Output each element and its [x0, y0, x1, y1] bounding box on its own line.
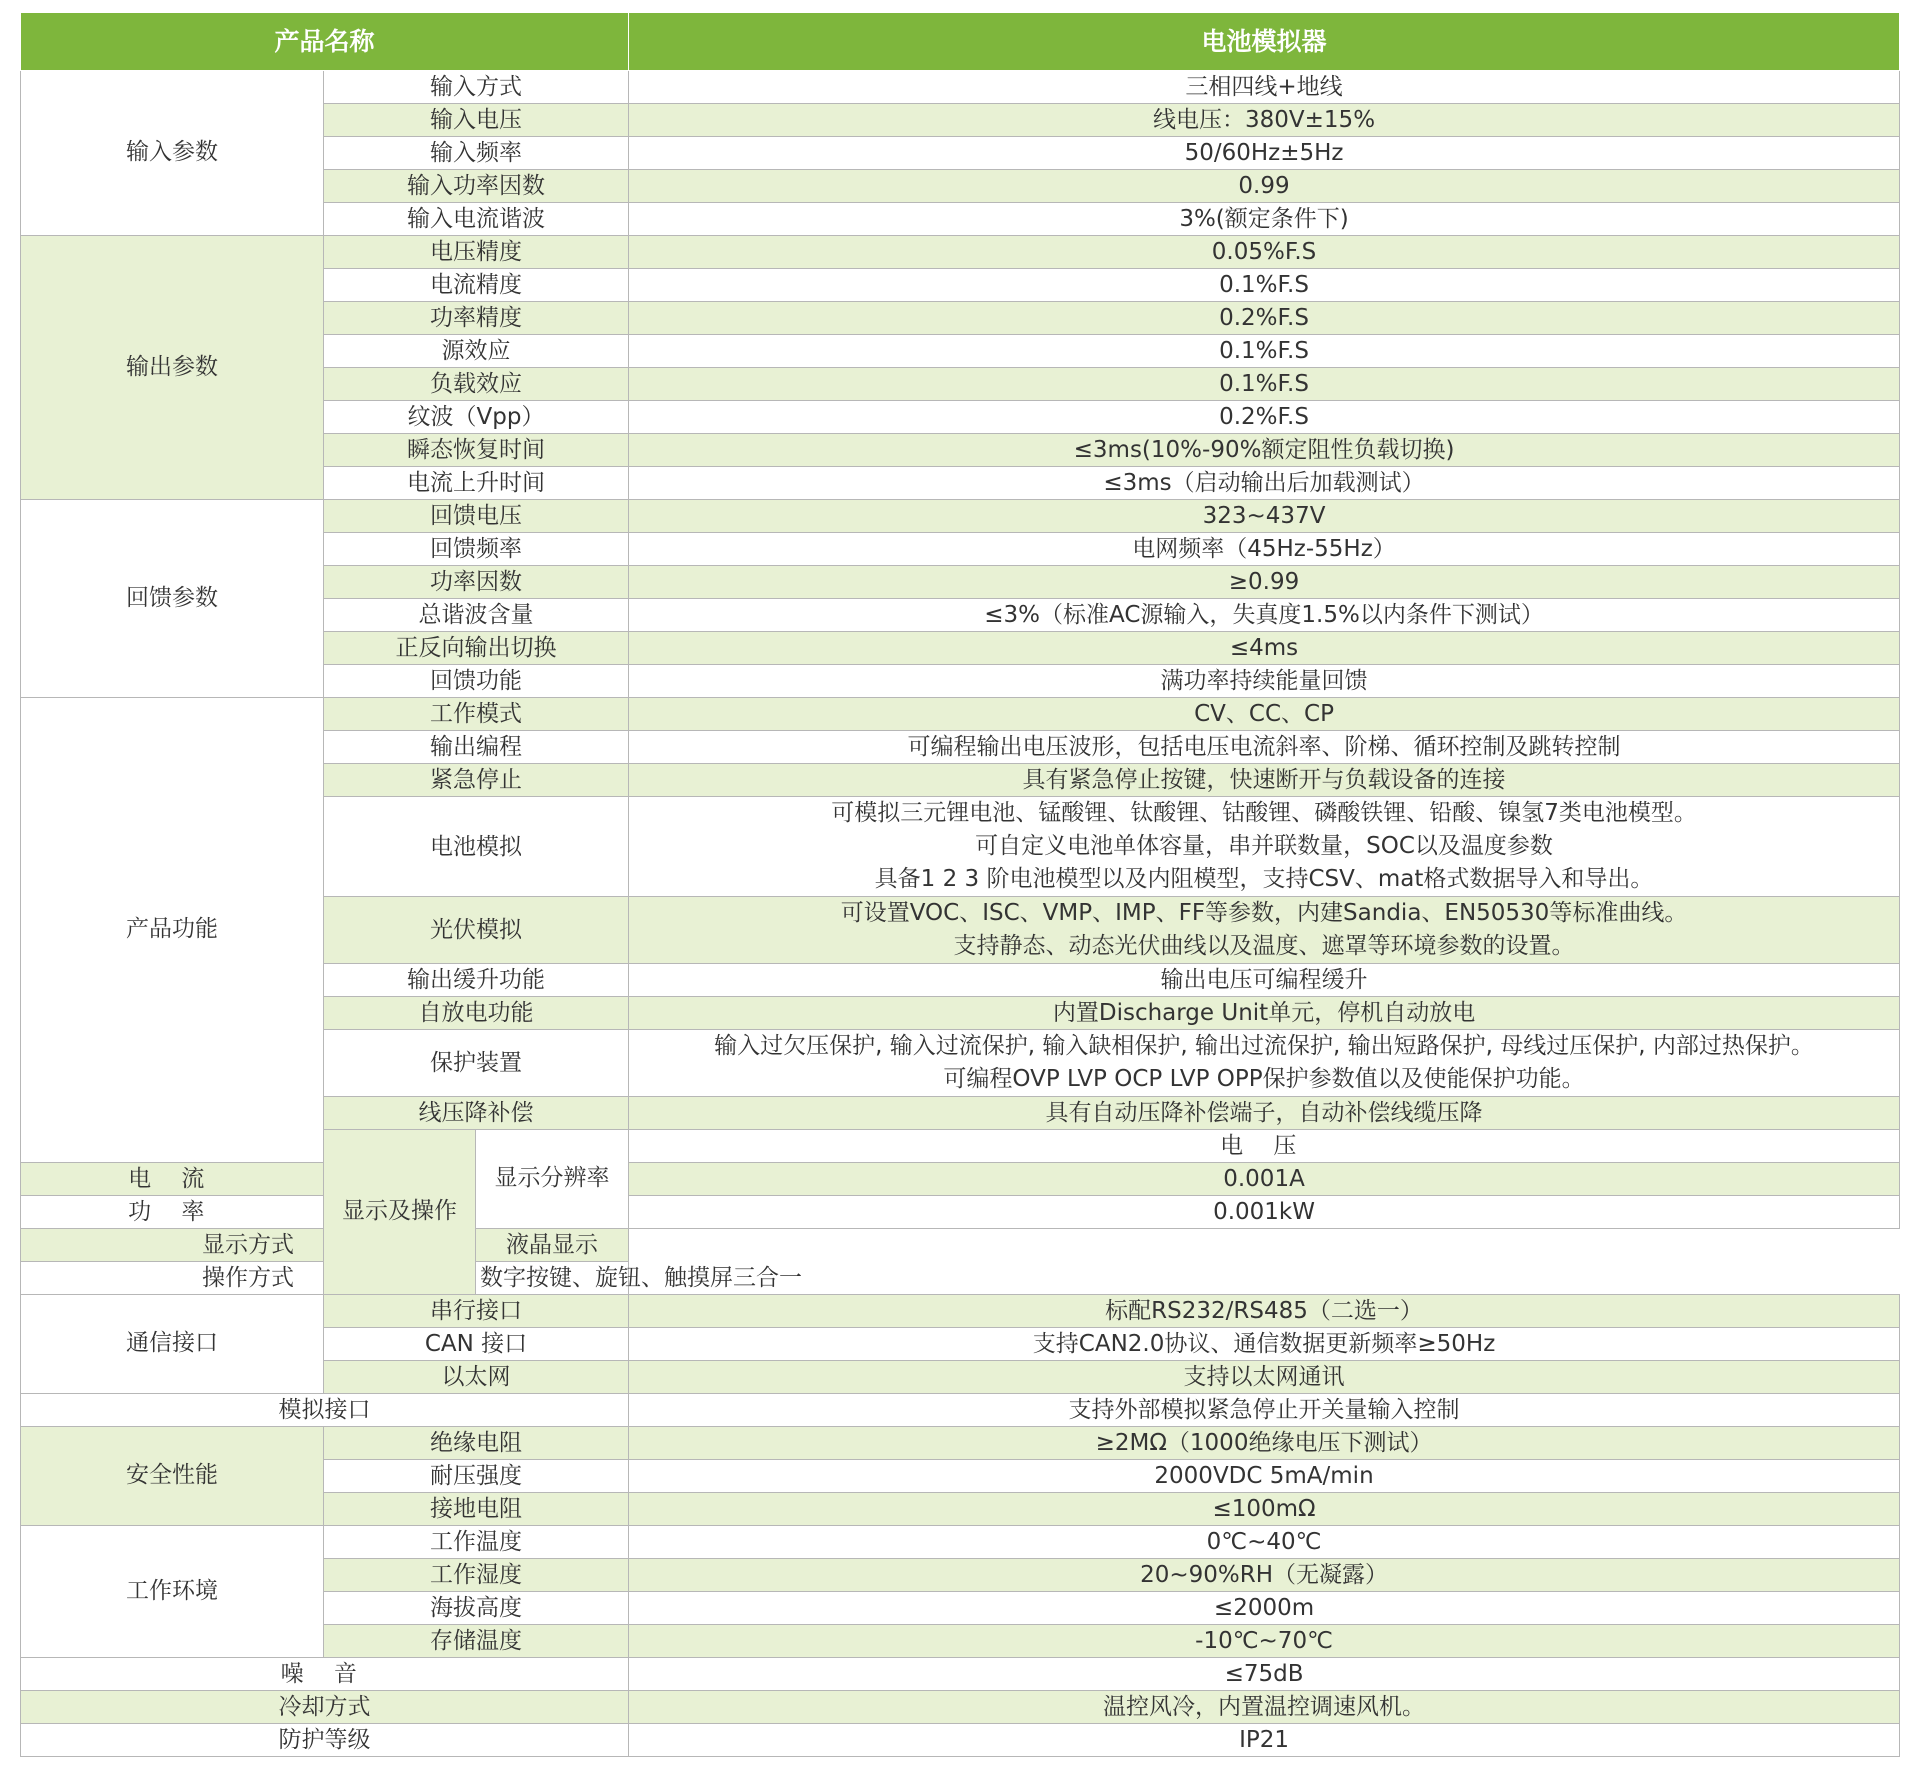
param-value: 支持外部模拟紧急停止开关量输入控制 [629, 1394, 1900, 1427]
param-label: 海拔高度 [324, 1592, 629, 1625]
header-product-value: 电池模拟器 [629, 13, 1900, 71]
value-line: 可自定义电池单体容量，串并联数量，SOC以及温度参数 [975, 833, 1553, 859]
param-value: 支持CAN2.0协议、通信数据更新频率≥50Hz [629, 1328, 1900, 1361]
value-line: 具备1 2 3 阶电池模型以及内阻模型，支持CSV、mat格式数据导入和导出。 [874, 866, 1654, 892]
param-label: 输出缓升功能 [324, 964, 629, 997]
param-value: 0.99 [629, 170, 1900, 203]
table-row [21, 500, 1900, 533]
param-label: 电流上升时间 [324, 467, 629, 500]
param-value: ≥0.99 [629, 566, 1900, 599]
param-value: ≤2000m [629, 1592, 1900, 1625]
table-row [21, 1724, 1900, 1757]
param-label: 紧急停止 [324, 764, 629, 797]
value-line: 可编程OVP LVP OCP LVP OPP保护参数值以及使能保护功能。 [943, 1066, 1585, 1092]
param-label: 操作方式 [21, 1262, 476, 1295]
group-label-feedback: 回馈参数 [21, 500, 324, 698]
param-label: 电压精度 [324, 236, 629, 269]
table-row [21, 1526, 1900, 1559]
param-label: 功 率 [21, 1196, 324, 1229]
param-label: 工作温度 [324, 1526, 629, 1559]
table-row [21, 1295, 1900, 1328]
table-row [21, 1427, 1900, 1460]
param-value: 20~90%RH（无凝露） [629, 1559, 1900, 1592]
param-value: 支持以太网通讯 [629, 1361, 1900, 1394]
param-label: 纹波（Vpp） [324, 401, 629, 434]
param-label: 保护装置 [324, 1030, 629, 1097]
param-label: 负载效应 [324, 368, 629, 401]
param-label: 功率因数 [324, 566, 629, 599]
param-label: 输入电流谐波 [324, 203, 629, 236]
param-value: CV、CC、CP [629, 698, 1900, 731]
param-value: 具有自动压降补偿端子，自动补偿线缆压降 [629, 1097, 1900, 1130]
param-value: ≤100mΩ [629, 1493, 1900, 1526]
param-label: CAN 接口 [324, 1328, 629, 1361]
param-label: 正反向输出切换 [324, 632, 629, 665]
param-value: 0.1%F.S [629, 269, 1900, 302]
param-value: 0.1%F.S [629, 368, 1900, 401]
param-value: 输出电压可编程缓升 [629, 964, 1900, 997]
param-value-multiline [629, 1030, 1900, 1097]
param-value: ≤3%（标准AC源输入，失真度1.5%以内条件下测试） [629, 599, 1900, 632]
param-value: 0.05%F.S [629, 236, 1900, 269]
param-label: 光伏模拟 [324, 897, 629, 964]
group-label-env: 工作环境 [21, 1526, 324, 1658]
spec-table [20, 12, 1900, 1757]
group-label-comm: 通信接口 [21, 1295, 324, 1394]
group-label-input: 输入参数 [21, 71, 324, 236]
group-label-function: 产品功能 [21, 698, 324, 1163]
param-value: 3%(额定条件下) [629, 203, 1900, 236]
param-value: 满功率持续能量回馈 [629, 665, 1900, 698]
param-value: ≤4ms [629, 632, 1900, 665]
param-label: 总谐波含量 [324, 599, 629, 632]
value-line: 可设置VOC、ISC、VMP、IMP、FF等参数，内建Sandia、EN50530等标准曲线。 [840, 900, 1688, 926]
param-value-multiline [629, 897, 1900, 964]
param-value: 电网频率（45Hz-55Hz） [629, 533, 1900, 566]
param-label: 存储温度 [324, 1625, 629, 1658]
param-label: 模拟接口 [21, 1394, 629, 1427]
param-label: 自放电功能 [324, 997, 629, 1030]
param-label: 电池模拟 [324, 797, 629, 897]
param-label: 输入频率 [324, 137, 629, 170]
param-label: 接地电阻 [324, 1493, 629, 1526]
table-row [21, 1394, 1900, 1427]
param-label: 输入方式 [324, 71, 629, 104]
param-value: 可编程输出电压波形，包括电压电流斜率、阶梯、循环控制及跳转控制 [629, 731, 1900, 764]
param-label: 显示方式 [21, 1229, 476, 1262]
param-label: 源效应 [324, 335, 629, 368]
param-value: 具有紧急停止按键，快速断开与负载设备的连接 [629, 764, 1900, 797]
subgroup-label-display-resolution: 显示分辨率 [476, 1130, 629, 1229]
table-row [21, 236, 1900, 269]
param-value: 0.2%F.S [629, 401, 1900, 434]
param-value: 温控风冷，内置温控调速风机。 [629, 1691, 1900, 1724]
value-line: 支持静态、动态光伏曲线以及温度、遮罩等环境参数的设置。 [953, 933, 1575, 959]
param-value: 0.001A [629, 1163, 1900, 1196]
param-label: 以太网 [324, 1361, 629, 1394]
table-row [21, 1262, 1900, 1295]
group-label-output: 输出参数 [21, 236, 324, 500]
param-value: 2000VDC 5mA/min [629, 1460, 1900, 1493]
param-value: 液晶显示 [476, 1229, 629, 1262]
param-value: ≤3ms（启动输出后加载测试） [629, 467, 1900, 500]
param-label: 电流精度 [324, 269, 629, 302]
param-label: 防护等级 [21, 1724, 629, 1757]
param-label: 耐压强度 [324, 1460, 629, 1493]
group-label-safety: 安全性能 [21, 1427, 324, 1526]
table-row [21, 1163, 1900, 1196]
param-label: 电 压 [629, 1130, 1900, 1163]
param-label: 线压降补偿 [324, 1097, 629, 1130]
param-label: 工作湿度 [324, 1559, 629, 1592]
param-value: 323~437V [629, 500, 1900, 533]
table-row [21, 1691, 1900, 1724]
param-value: 线电压：380V±15% [629, 104, 1900, 137]
param-label: 冷却方式 [21, 1691, 629, 1724]
param-label: 回馈电压 [324, 500, 629, 533]
table-row [21, 1658, 1900, 1691]
param-value: 0.001kW [629, 1196, 1900, 1229]
header-product-name: 产品名称 [21, 13, 629, 71]
param-label: 绝缘电阻 [324, 1427, 629, 1460]
param-label: 电 流 [21, 1163, 324, 1196]
param-label: 噪 音 [21, 1658, 629, 1691]
param-value: 0℃~40℃ [629, 1526, 1900, 1559]
table-row [21, 1229, 1900, 1262]
param-value: 三相四线+地线 [629, 71, 1900, 104]
param-label: 回馈频率 [324, 533, 629, 566]
param-value: 内置Discharge Unit单元，停机自动放电 [629, 997, 1900, 1030]
param-value: ≤3ms(10%-90%额定阻性负载切换) [629, 434, 1900, 467]
param-value: 数字按键、旋钮、触摸屏三合一 [476, 1262, 629, 1295]
param-value: ≤75dB [629, 1658, 1900, 1691]
param-label: 串行接口 [324, 1295, 629, 1328]
value-line: 可模拟三元锂电池、锰酸锂、钛酸锂、钴酸锂、磷酸铁锂、铅酸、镍氢7类电池模型。 [831, 800, 1697, 826]
table-row [21, 698, 1900, 731]
param-label: 瞬态恢复时间 [324, 434, 629, 467]
param-value-multiline [629, 797, 1900, 897]
param-label: 输入电压 [324, 104, 629, 137]
param-label: 功率精度 [324, 302, 629, 335]
group-label-display: 显示及操作 [324, 1130, 476, 1295]
param-label: 工作模式 [324, 698, 629, 731]
param-value: 标配RS232/RS485（二选一） [629, 1295, 1900, 1328]
param-value: ≥2MΩ（1000绝缘电压下测试） [629, 1427, 1900, 1460]
value-line: 输入过欠压保护, 输入过流保护, 输入缺相保护, 输出过流保护, 输出短路保护, 母线过压保护, 内部过热保护。 [714, 1033, 1814, 1059]
header-row [21, 13, 1900, 71]
param-value: 0.2%F.S [629, 302, 1900, 335]
param-value: 0.1%F.S [629, 335, 1900, 368]
param-label: 回馈功能 [324, 665, 629, 698]
table-row [21, 1196, 1900, 1229]
table-row [21, 71, 1900, 104]
param-label: 输入功率因数 [324, 170, 629, 203]
param-label: 输出编程 [324, 731, 629, 764]
param-value: IP21 [629, 1724, 1900, 1757]
param-value: -10℃~70℃ [629, 1625, 1900, 1658]
param-value: 50/60Hz±5Hz [629, 137, 1900, 170]
